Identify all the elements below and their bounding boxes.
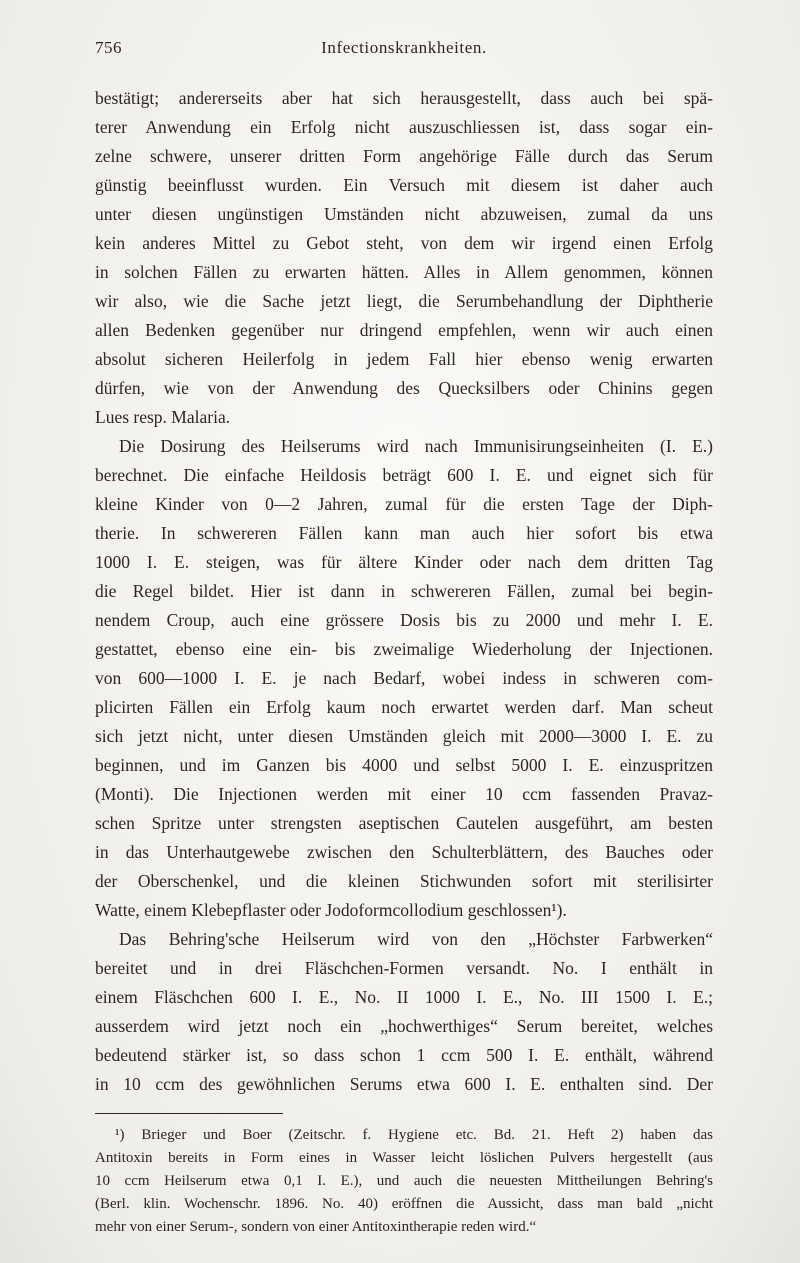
- text-line: ausserdem wird jetzt noch ein „hochwerthiges“ Serum bereitet, welches: [95, 1016, 713, 1036]
- footnote-text: [95, 1124, 713, 1239]
- text-line: 10 ccm Heilserum etwa 0,1 I. E.), und auch die neuesten Mittheilungen Behring's: [95, 1173, 713, 1189]
- text-line: einem Fläschchen 600 I. E., No. II 1000 I. E., No. III 1500 I. E.;: [95, 987, 713, 1007]
- footnote-separator-rule: [95, 1113, 283, 1114]
- text-line: bestätigt; andererseits aber hat sich herausgestellt, dass auch bei spä-: [95, 88, 713, 108]
- text-line: unter diesen ungünstigen Umständen nicht abzuweisen, zumal da uns: [95, 204, 713, 224]
- body-text: [95, 84, 713, 1099]
- text-line: therie. In schwereren Fällen kann man auch hier sofort bis etwa: [95, 523, 713, 543]
- text-line: dürfen, wie von der Anwendung des Quecksilbers oder Chinins gegen: [95, 378, 713, 398]
- text-line: nendem Croup, auch eine grössere Dosis bis zu 2000 und mehr I. E.: [95, 610, 713, 630]
- text-line: wir also, wie die Sache jetzt liegt, die Serumbehandlung der Diphtherie: [95, 291, 713, 311]
- text-line: Watte, einem Klebepflaster oder Jodoformcollodium geschlossen¹).: [95, 900, 567, 920]
- text-line: berechnet. Die einfache Heildosis beträgt 600 I. E. und eignet sich für: [95, 465, 713, 485]
- paragraph: [95, 84, 713, 432]
- page-number: 756: [95, 38, 122, 57]
- text-line: (Berl. klin. Wochenschr. 1896. No. 40) eröffnen die Aussicht, dass man bald „nicht: [95, 1196, 713, 1212]
- text-line: der Oberschenkel, und die kleinen Stichwunden sofort mit sterilisirter: [95, 871, 713, 891]
- text-line: Das Behring'sche Heilserum wird von den „Höchster Farbwerken“: [119, 929, 713, 949]
- running-head-title: Infectionskrankheiten.: [321, 38, 487, 57]
- text-line: bereitet und in drei Fläschchen-Formen versandt. No. I enthält in: [95, 958, 713, 978]
- text-line: allen Bedenken gegenüber nur dringend empfehlen, wenn wir auch einen: [95, 320, 713, 340]
- text-line: die Regel bildet. Hier ist dann in schwereren Fällen, zumal bei begin-: [95, 581, 713, 601]
- paragraph: [95, 1124, 713, 1239]
- text-line: bedeutend stärker ist, so dass schon 1 ccm 500 I. E. enthält, während: [95, 1045, 713, 1065]
- text-line: günstig beeinflusst wurden. Ein Versuch mit diesem ist daher auch: [95, 175, 713, 195]
- text-line: 1000 I. E. steigen, was für ältere Kinder oder nach dem dritten Tag: [95, 552, 713, 572]
- text-line: Lues resp. Malaria.: [95, 407, 231, 427]
- paragraph: [95, 925, 713, 1099]
- text-line: gestattet, ebenso eine ein- bis zweimalige Wiederholung der Injectionen.: [95, 639, 713, 659]
- text-line: terer Anwendung ein Erfolg nicht auszuschliessen ist, dass sogar ein-: [95, 117, 713, 137]
- text-line: beginnen, und im Ganzen bis 4000 und selbst 5000 I. E. einzuspritzen: [95, 755, 713, 775]
- paragraph: [95, 432, 713, 925]
- text-line: in solchen Fällen zu erwarten hätten. Alles in Allem genommen, können: [95, 262, 713, 282]
- text-line: mehr von einer Serum-, sondern von einer Antitoxintherapie reden wird.“: [95, 1219, 537, 1235]
- text-line: kleine Kinder von 0—2 Jahren, zumal für die ersten Tage der Diph-: [95, 494, 713, 514]
- running-head: [95, 38, 713, 68]
- text-line: plicirten Fällen ein Erfolg kaum noch erwartet werden darf. Man scheut: [95, 697, 713, 717]
- text-line: (Monti). Die Injectionen werden mit einer 10 ccm fassenden Pravaz-: [95, 784, 713, 804]
- text-line: in 10 ccm des gewöhnlichen Serums etwa 600 I. E. enthalten sind. Der: [95, 1074, 713, 1094]
- text-line: Antitoxin bereits in Form eines in Wasser leicht löslichen Pulvers hergestellt (aus: [95, 1150, 713, 1166]
- text-line: ¹) Brieger und Boer (Zeitschr. f. Hygiene etc. Bd. 21. Heft 2) haben das: [115, 1127, 713, 1143]
- text-line: schen Spritze unter strengsten aseptischen Cautelen ausgeführt, am besten: [95, 813, 713, 833]
- text-line: von 600—1000 I. E. je nach Bedarf, wobei indess in schweren com-: [95, 668, 713, 688]
- text-line: in das Unterhautgewebe zwischen den Schulterblättern, des Bauches oder: [95, 842, 713, 862]
- text-line: absolut sicheren Heilerfolg in jedem Fall hier ebenso wenig erwarten: [95, 349, 713, 369]
- text-line: kein anderes Mittel zu Gebot steht, von dem wir irgend einen Erfolg: [95, 233, 713, 253]
- text-line: zelne schwere, unserer dritten Form angehörige Fälle durch das Serum: [95, 146, 713, 166]
- text-line: Die Dosirung des Heilserums wird nach Immunisirungseinheiten (I. E.): [119, 436, 713, 456]
- text-line: sich jetzt nicht, unter diesen Umständen gleich mit 2000—3000 I. E. zu: [95, 726, 713, 746]
